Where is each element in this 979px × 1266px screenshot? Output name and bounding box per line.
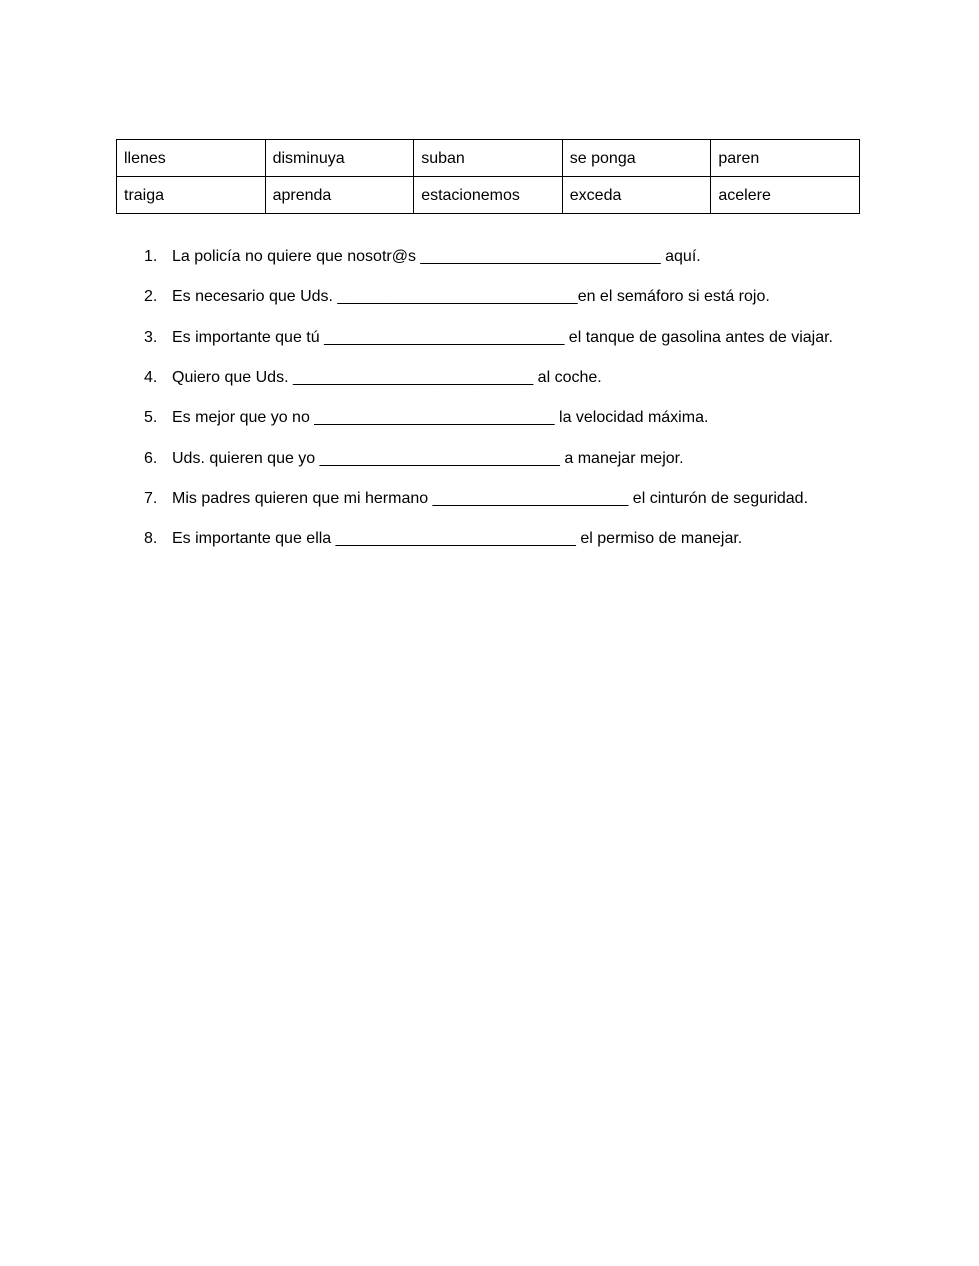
item-text-after: aquí.: [660, 248, 701, 265]
item-text-after: al coche.: [533, 369, 602, 387]
item-text-before: Es importante que tú: [172, 328, 325, 346]
word-bank-cell: suban: [414, 140, 563, 177]
item-text-before: La policía no quiere que nosotr@s: [172, 248, 421, 265]
word-bank-row: [117, 177, 860, 214]
item-number: 8.: [144, 530, 158, 548]
word-bank-row: [117, 140, 860, 177]
blank-line: ___________________________: [420, 248, 661, 265]
item-number: 3.: [144, 328, 158, 346]
item-text-after: el cinturón de seguridad.: [628, 490, 809, 508]
blank-line: ___________________________: [335, 530, 576, 548]
item-text-before: Es necesario que Uds.: [172, 288, 338, 306]
item-number: 1.: [144, 248, 158, 265]
blank-line: ___________________________: [337, 288, 578, 306]
exercise-item: [144, 368, 833, 408]
blank-line: ___________________________: [319, 449, 560, 467]
word-bank-cell: llenes: [117, 140, 266, 177]
exercise-item: [144, 408, 833, 448]
item-number: 5.: [144, 409, 158, 427]
blank-line: ___________________________: [314, 409, 555, 427]
blank-line: ______________________: [432, 490, 629, 508]
word-bank-cell: estacionemos: [414, 177, 563, 214]
item-text-before: Uds. quieren que yo: [172, 449, 320, 467]
exercise-item: [144, 489, 833, 529]
word-bank-cell: aprenda: [265, 177, 414, 214]
word-bank-table: [116, 139, 860, 214]
item-number: 7.: [144, 490, 158, 508]
word-bank-cell: disminuya: [265, 140, 414, 177]
item-text-after: la velocidad máxima.: [554, 409, 709, 427]
item-number: 4.: [144, 369, 158, 387]
item-text-after: a manejar mejor.: [559, 449, 684, 467]
item-number: 2.: [144, 288, 158, 306]
word-bank-cell: acelere: [711, 177, 860, 214]
exercise-item: [144, 328, 833, 368]
word-bank-cell: se ponga: [562, 140, 711, 177]
exercise-list: [144, 247, 833, 570]
item-text-after: en el semáforo si está rojo.: [577, 288, 770, 306]
item-text-before: Mis padres quieren que mi hermano: [172, 490, 433, 508]
exercise-item: [144, 529, 833, 569]
item-text-before: Quiero que Uds.: [172, 369, 293, 387]
item-text-after: el permiso de manejar.: [575, 530, 743, 548]
item-text-before: Es mejor que yo no: [172, 409, 315, 427]
item-text-before: Es importante que ella: [172, 530, 336, 548]
word-bank-cell: exceda: [562, 177, 711, 214]
exercise-item: [144, 247, 833, 287]
exercise-item: [144, 287, 833, 327]
item-number: 6.: [144, 449, 158, 467]
word-bank-cell: traiga: [117, 177, 266, 214]
blank-line: ___________________________: [324, 328, 565, 346]
exercise-item: [144, 449, 833, 489]
blank-line: ___________________________: [292, 369, 534, 387]
item-text-after: el tanque de gasolina antes de viajar.: [564, 328, 833, 346]
word-bank-cell: paren: [711, 140, 860, 177]
